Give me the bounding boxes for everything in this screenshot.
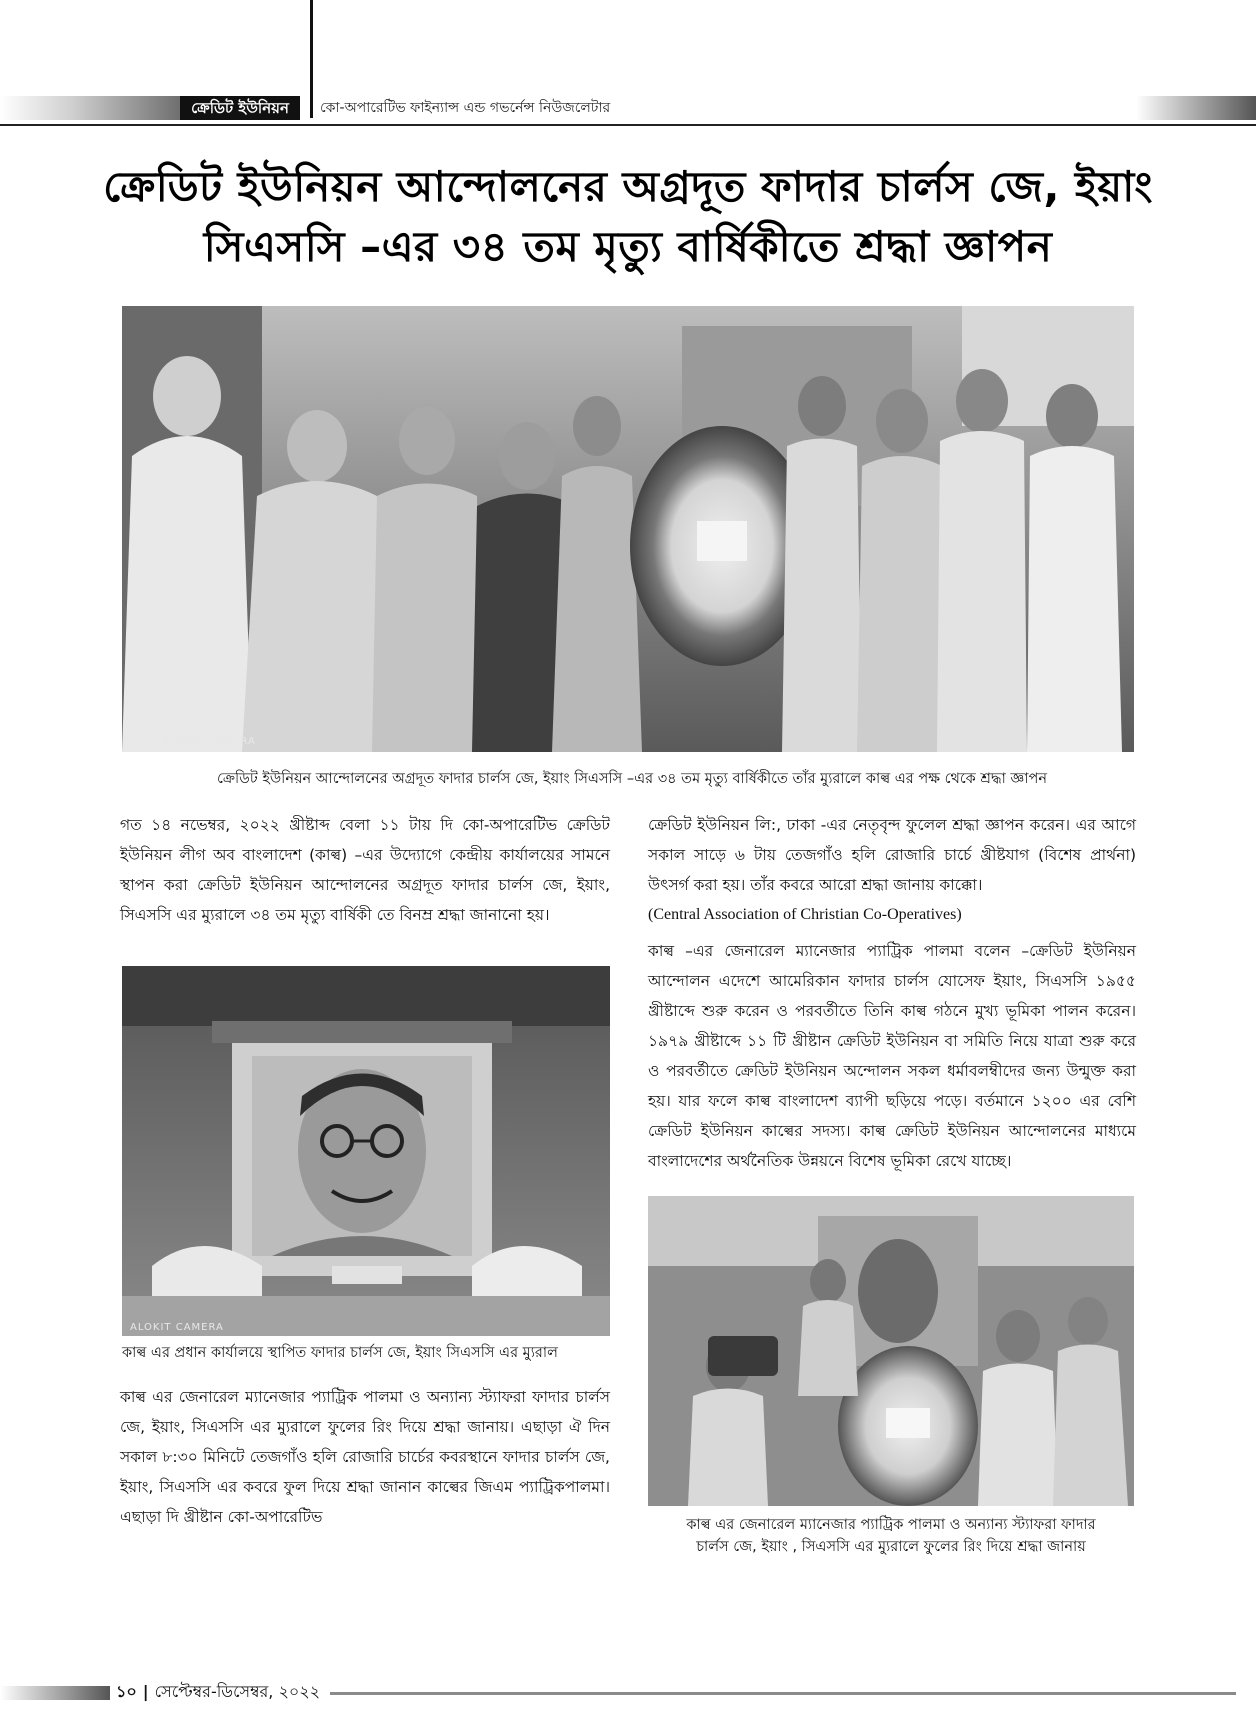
photo2-watermark: ALOKIT CAMERA: [130, 1322, 224, 1333]
photo1-caption: ক্রেডিট ইউনিয়ন আন্দোলনের অগ্রদূত ফাদার চার্লস জে, ইয়াং সিএসসি –এর ৩৪ তম মৃত্যু বার্ষিকীতে তাঁর ম্যুরালে কাল্ব এর পক্ষ থেকে শ্রদ্ধা জ্ঞাপন: [217, 771, 1047, 787]
issue-date: সেপ্টেম্বর-ডিসেম্বর, ২০২২: [154, 1682, 321, 1701]
footer-gradient: [0, 1686, 110, 1700]
photo-mural: [122, 966, 610, 1336]
header-subtitle: কো-অপারেটিভ ফাইন্যান্স এন্ড গভর্নেন্স নিউজলেটার: [320, 100, 611, 116]
article-title-line2: সিএসসি –এর ৩৪ তম মৃত্যু বার্ষিকীতে শ্রদ্ধা জ্ঞাপন: [203, 222, 1053, 271]
photo-staff-wreath: [648, 1196, 1134, 1506]
header-rule: [0, 124, 1256, 126]
photo3-caption: [648, 1514, 1134, 1558]
header-gradient-left: [0, 96, 180, 120]
header-divider: [310, 0, 313, 118]
right-paragraph-2: কাল্ব –এর জেনারেল ম্যানেজার প্যাট্রিক পালমা বলেন –ক্রেডিট ইউনিয়ন আন্দোলন এদেশে আমেরিকান ফাদার চার্লস যোসেফ ইয়াং, সিএসসি ১৯৫৫ খ্রীষ্টাব্দে শুরু করেন ও পরবর্তীতে তিনি কাল্ব গঠনে মুখ্য ভূমিকা পালন করেন। ১৯৭৯ খ্রীষ্টাব্দে ১১ টি খ্রীষ্টান ক্রেডিট ইউনিয়ন বা সমিতি নিয়ে যাত্রা শুরু করে ও পরবর্তীতে ক্রেডিট ইউনিয়ন অন্দোলন সকল ধর্মাবলম্বীদের জন্য উন্মুক্ত করা হয়। যার ফলে কাল্ব বাংলাদেশ ব্যাপী ছড়িয়ে পড়ে। বর্তমানে ১২০০ এর বেশি ক্রেডিট ইউনিয়ন কাল্বের সদস্য। কাল্ব ক্রেডিট ইউনিয়ন আন্দোলনের মাধ্যমে বাংলাদেশের অর্থনৈতিক উন্নয়নে বিশেষ ভূমিকা রেখে যাচ্ছে।: [648, 942, 1136, 1170]
photo-wreath-ceremony: [122, 306, 1134, 752]
photo1-watermark: ALOKIT CAMERA: [162, 736, 256, 747]
header-logo: ক্রেডিট ইউনিয়ন: [180, 96, 300, 120]
photo3-caption-line2: চার্লস জে, ইয়াং , সিএসসি এর ম্যুরালে ফুলের রিং দিয়ে শ্রদ্ধা জানায়: [696, 1539, 1086, 1555]
footer-info: [116, 1680, 320, 1704]
header-gradient-right: [1136, 96, 1256, 120]
left-paragraph-1: গত ১৪ নভেম্বর, ২০২২ খ্রীষ্টাব্দ বেলা ১১ টায় দি কো-অপারেটিভ ক্রেডিট ইউনিয়ন লীগ অব বাংলাদেশ (কাল্ব) –এর উদ্যোগে কেন্দ্রীয় কার্যালয়ের সামনে স্থাপন করা ক্রেডিট ইউনিয়ন আন্দোলনের অগ্রদূত ফাদার চার্লস জে, ইয়াং, সিএসসি এর ম্যুরালে ৩৪ তম মৃত্যু বার্ষিকী তে বিনম্র শ্রদ্ধা জানানো হয়।: [120, 816, 610, 924]
footer-separator: |: [142, 1682, 149, 1701]
photo3-caption-line1: কাল্ব এর জেনারেল ম্যানেজার প্যাট্রিক পালমা ও অন্যান্য স্ট্যাফরা ফাদার: [686, 1517, 1096, 1533]
photo2-caption: কাল্ব এর প্রধান কার্যালয়ে স্থাপিত ফাদার চার্লস জে, ইয়াং সিএসসি এর ম্যুরাল: [122, 1345, 558, 1361]
right-paragraph-1-bn: ক্রেডিট ইউনিয়ন লি:, ঢাকা -এর নেতৃবৃন্দ ফুলেল শ্রদ্ধা জ্ঞাপন করেন। এর আগে সকাল সাড়ে ৬ টায় তেজগাঁও হলি রোজারি চার্চে খ্রীষ্টযাগ (বিশেষ প্রার্থনা) উৎসর্গ করা হয়। তাঁর কবরে আরো শ্রদ্ধা জানায় কাক্কো।: [648, 816, 1136, 894]
page-number: ১০: [116, 1682, 137, 1701]
right-paragraph-1: [648, 810, 1136, 930]
article-title-line1: ক্রেডিট ইউনিয়ন আন্দোলনের অগ্রদূত ফাদার চার্লস জে, ইয়াং: [103, 162, 1153, 211]
right-paragraph-1-en: (Central Association of Christian Co-Operatives): [648, 906, 962, 923]
left-paragraph-2: কাল্ব এর জেনারেল ম্যানেজার প্যাট্রিক পালমা ও অন্যান্য স্ট্যাফরা ফাদার চার্লস জে, ইয়াং, সিএসসি এর ম্যুরালে ফুলের রিং দিয়ে শ্রদ্ধা জানায়। এছাড়া ঐ দিন সকাল ৮:৩০ মিনিটে তেজগাঁও হলি রোজারি চার্চের কবরস্থানে ফাদার চার্লস জে, ইয়াং, সিএসসি এর কবরে ফুল দিয়ে শ্রদ্ধা জানান কাল্বের জিএম প্যাট্রিকপালমা। এছাড়া দি খ্রীষ্টান কো-অপারেটিভ: [120, 1388, 610, 1526]
footer-rule: [330, 1692, 1236, 1695]
